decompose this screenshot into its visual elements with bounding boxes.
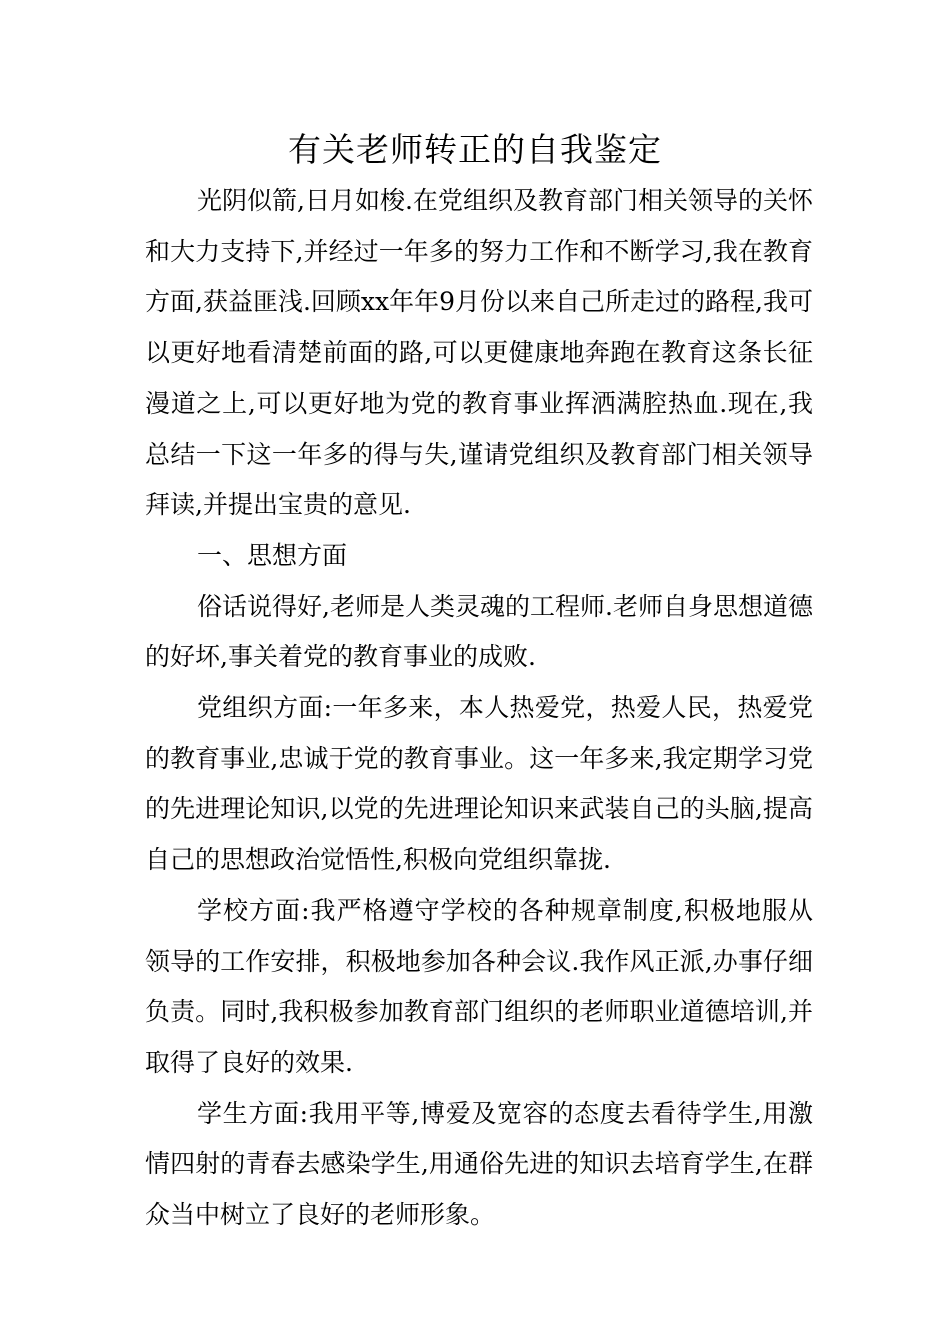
paragraph-intro: 光阴似箭,日月如梭.在党组织及教育部门相关领导的关怀和大力支持下,并经过一年多的努力工作和不断学习,我在教育方面,获益匪浅.回顾xx年年9月份以来自己所走过的路程,我可以更好地看清楚前面的路,可以更健康地奔跑在教育这条长征漫道之上,可以更好地为党的教育事业挥洒满腔热血.现在,我总结一下这一年多的得与失,谨请党组织及教育部门相关领导拜读,并提出宝贵的意见. [145,186,813,520]
paragraph-party: 党组织方面:一年多来，本人热爱党，热爱人民，热爱党的教育事业,忠诚于党的教育事业。这一年多来,我定期学习党的先进理论知识,以党的先进理论知识来武装自己的头脑,提高自己的思想政治觉悟性,积极向党组织靠拢. [145,693,813,875]
paragraph-students: 学生方面:我用平等,博爱及宽容的态度去看待学生,用激情四射的青春去感染学生,用通俗先进的知识去培育学生,在群众当中树立了良好的老师形象。 [145,1098,813,1230]
paragraph-school: 学校方面:我严格遵守学校的各种规章制度,积极地服从领导的工作安排，积极地参加各种会议.我作风正派,办事仔细负责。同时,我积极参加教育部门组织的老师职业道德培训,并取得了良好的效果. [145,895,813,1077]
document-body [145,176,813,1241]
document-title: 有关老师转正的自我鉴定 [288,130,662,169]
section-heading-thought: 一、思想方面 [197,540,348,570]
paragraph-proverb: 俗话说得好,老师是人类灵魂的工程师.老师自身思想道德的好坏,事关着党的教育事业的成败. [145,591,813,672]
